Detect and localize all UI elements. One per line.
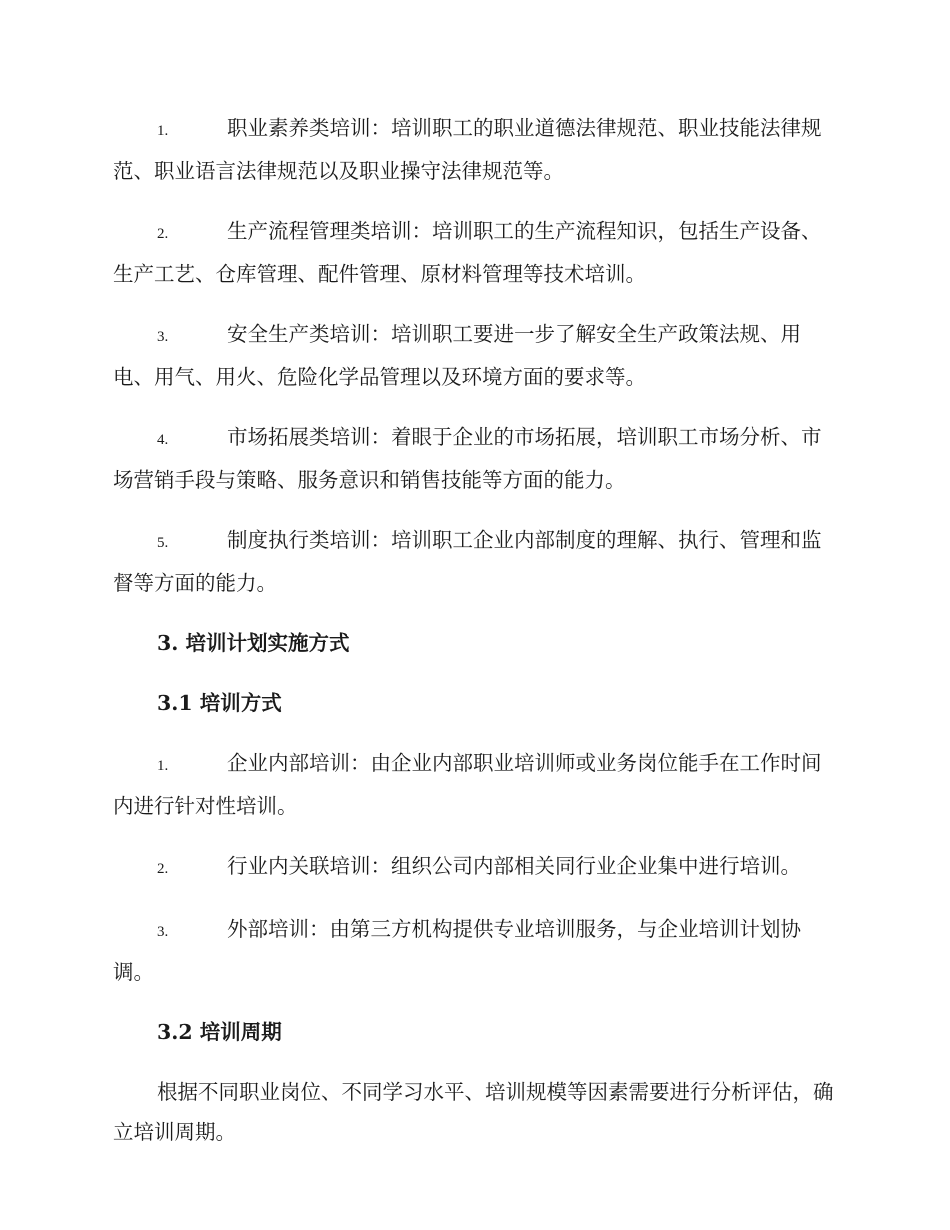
list-text: 行业内关联培训：组织公司内部相关同行业企业集中进行培训。 (227, 854, 801, 878)
body-paragraph: 根据不同职业岗位、不同学习水平、培训规模等因素需要进行分析评估，确立培训周期。 (113, 1080, 834, 1144)
list-item (113, 846, 835, 889)
list-text: 制度执行类培训：培训职工企业内部制度的理解、执行、管理和监督等方面的能力。 (113, 528, 822, 595)
list-text: 职业素养类培训：培训职工的职业道德法律规范、职业技能法律规范、职业语言法律规范以及职业操守法律规范等。 (113, 116, 822, 183)
list-item (113, 108, 835, 191)
list-text: 生产流程管理类培训：培训职工的生产流程知识，包括生产设备、生产工艺、仓库管理、配件管理、原材料管理等技术培训。 (113, 219, 822, 286)
section-heading: 3. 培训计划实施方式 (157, 631, 350, 655)
list-item (113, 743, 835, 826)
list-text: 企业内部培训：由企业内部职业培训师或业务岗位能手在工作时间内进行针对性培训。 (113, 751, 822, 818)
subsection-heading: 3.1 培训方式 (157, 691, 282, 715)
list-text: 外部培训：由第三方机构提供专业培训服务，与企业培训计划协调。 (113, 917, 801, 984)
list-item (113, 211, 835, 294)
list-item (113, 314, 835, 397)
list-number: 2. (157, 861, 169, 877)
list-number: 1. (157, 758, 169, 774)
list-text: 安全生产类培训：培训职工要进一步了解安全生产政策法规、用电、用气、用火、危险化学品管理以及环境方面的要求等。 (113, 322, 801, 389)
list-number: 3. (157, 329, 169, 345)
list-number: 1. (157, 123, 169, 139)
list-number: 4. (157, 432, 169, 448)
list-number: 3. (157, 924, 169, 940)
document-content (113, 108, 835, 1172)
list-number: 5. (157, 535, 169, 551)
list-text: 市场拓展类培训：着眼于企业的市场拓展，培训职工市场分析、市场营销手段与策略、服务意识和销售技能等方面的能力。 (113, 425, 822, 492)
list-number: 2. (157, 226, 169, 242)
list-item (113, 909, 835, 992)
subsection-heading: 3.2 培训周期 (157, 1020, 282, 1044)
list-item (113, 417, 835, 500)
list-item (113, 520, 835, 603)
